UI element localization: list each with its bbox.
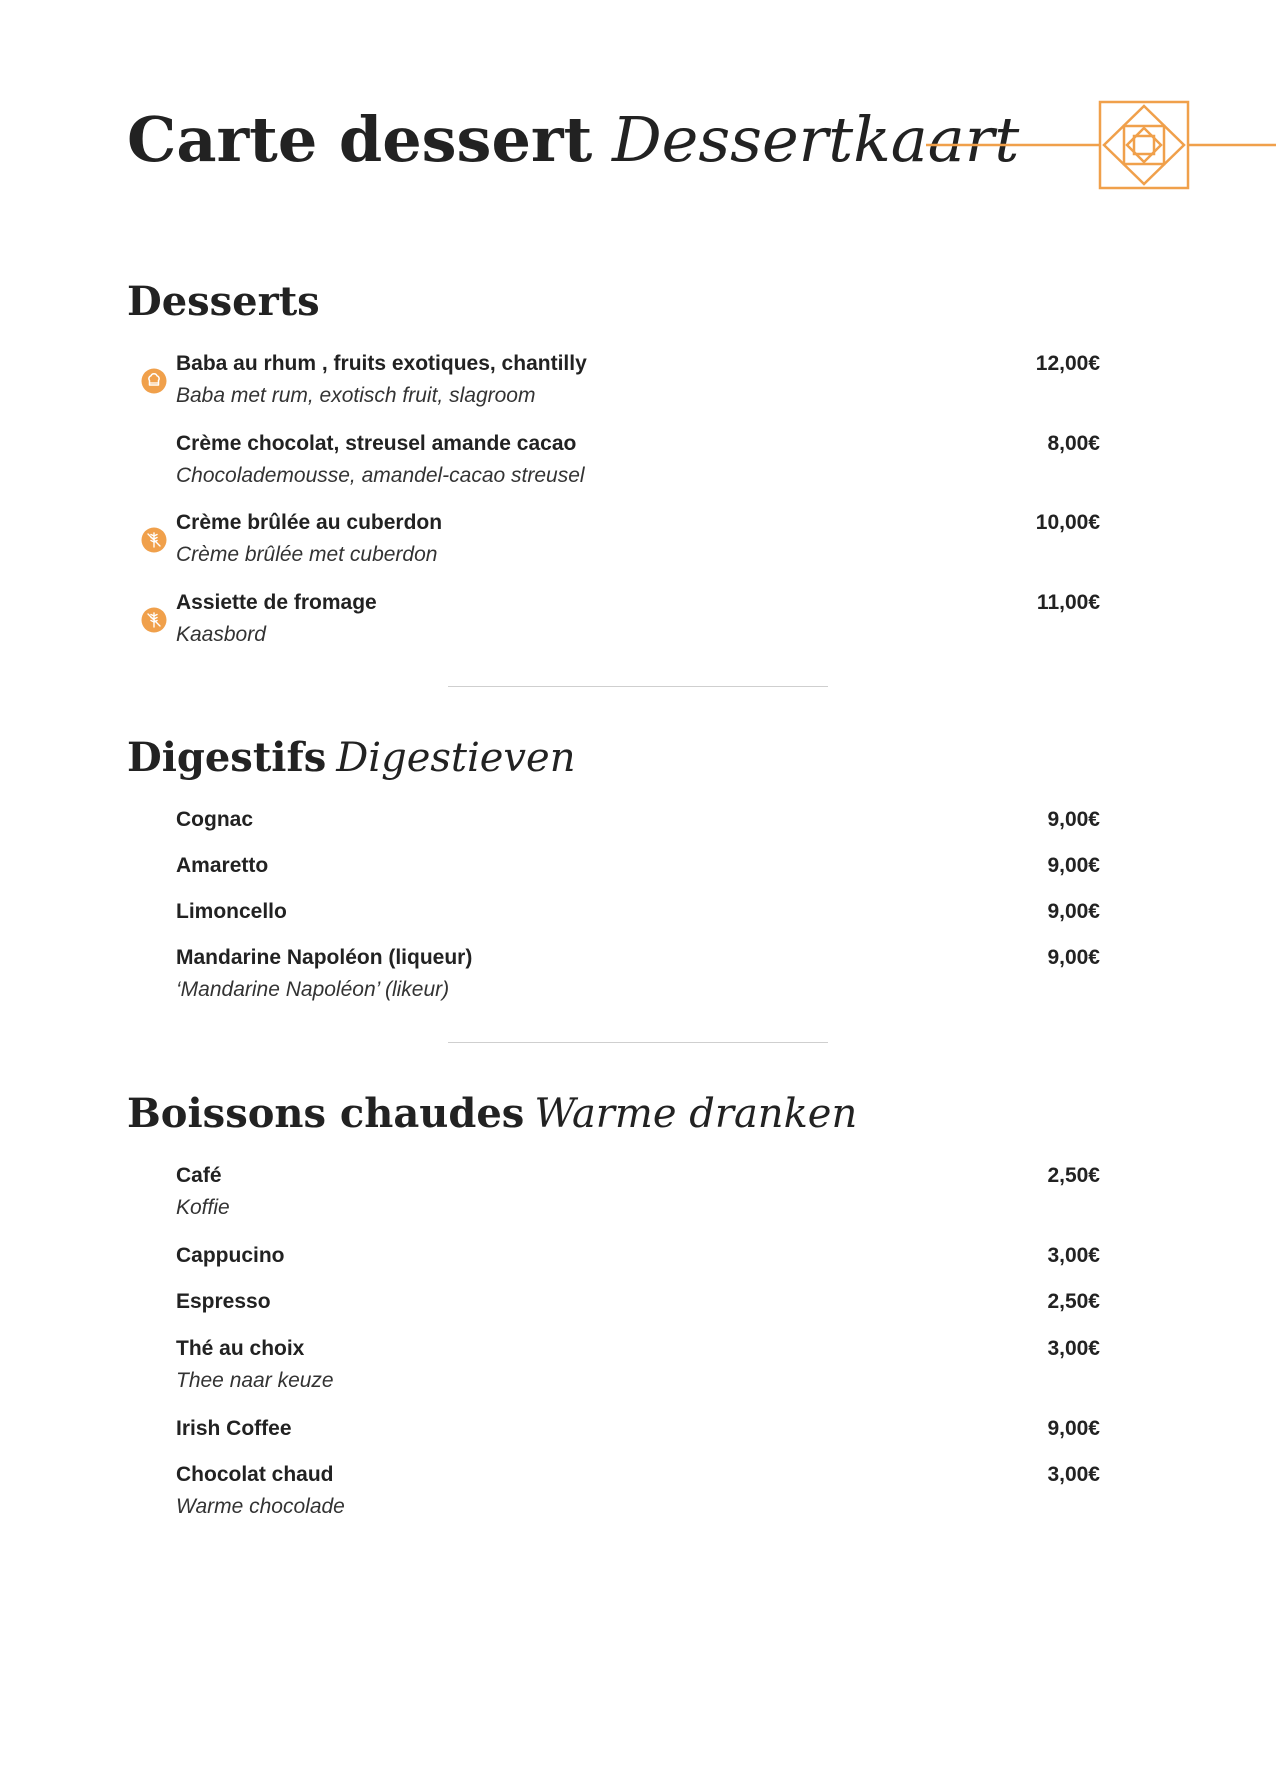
price: 3,00€ [1047, 1463, 1100, 1486]
price: 9,00€ [1047, 946, 1100, 969]
price: 3,00€ [1047, 1244, 1100, 1267]
page-title-fr: Carte dessert [127, 103, 593, 176]
price: 11,00€ [1036, 591, 1100, 614]
list-item: Crème chocolat, streusel amande cacao 8,00€ Chocolademousse, amandel-cacao streusel [127, 428, 1100, 507]
page-header [127, 98, 1019, 182]
section-title-digestifs: Digestifs Digestieven [127, 734, 576, 781]
section-title-desserts: Desserts [127, 278, 320, 325]
divider [448, 1042, 828, 1043]
list-item: Chocolat chaud 3,00€ Warme chocolade [127, 1459, 1100, 1539]
page-title [127, 98, 1019, 182]
list-item: Limoncello 9,00€ [127, 896, 1100, 942]
price: 9,00€ [1047, 900, 1100, 923]
ornament-logo-icon [926, 98, 1276, 192]
list-item: Crème brûlée au cuberdon 10,00€ Crème brûlée met cuberdon [127, 507, 1100, 587]
section-title-boissons: Boissons chaudes Warme dranken [127, 1090, 858, 1137]
list-item: Cognac 9,00€ [127, 804, 1100, 850]
price: 9,00€ [1047, 808, 1100, 831]
list-item: Amaretto 9,00€ [127, 850, 1100, 896]
wheat-icon [141, 607, 167, 633]
price: 2,50€ [1047, 1164, 1100, 1187]
list-item: Thé au choix 3,00€ Thee naar keuze [127, 1333, 1100, 1413]
list-item: Mandarine Napoléon (liqueur) 9,00€ ‘Mandarine Napoléon’ (likeur) [127, 942, 1100, 1022]
list-item: Espresso 2,50€ [127, 1286, 1100, 1333]
price: 3,00€ [1047, 1337, 1100, 1360]
list-item: Cappucino 3,00€ [127, 1240, 1100, 1286]
desserts-list [127, 348, 1100, 667]
chef-hat-icon [141, 368, 167, 394]
list-item: Café 2,50€ Koffie [127, 1160, 1100, 1240]
digestifs-list [127, 804, 1100, 1022]
price: 9,00€ [1047, 854, 1100, 877]
list-item: Baba au rhum , fruits exotiques, chantilly 12,00€ Baba met rum, exotisch fruit, slagroom [127, 348, 1100, 428]
list-item: Irish Coffee 9,00€ [127, 1413, 1100, 1459]
price: 2,50€ [1047, 1290, 1100, 1313]
boissons-list [127, 1160, 1100, 1539]
price: 8,00€ [1047, 432, 1100, 455]
price: 12,00€ [1035, 352, 1100, 375]
list-item: Assiette de fromage 11,00€ Kaasbord [127, 587, 1100, 667]
wheat-icon [141, 527, 167, 553]
page-title-nl: Dessertkaart [611, 103, 1020, 176]
price: 10,00€ [1035, 511, 1100, 534]
divider [448, 686, 828, 687]
price: 9,00€ [1047, 1417, 1100, 1440]
